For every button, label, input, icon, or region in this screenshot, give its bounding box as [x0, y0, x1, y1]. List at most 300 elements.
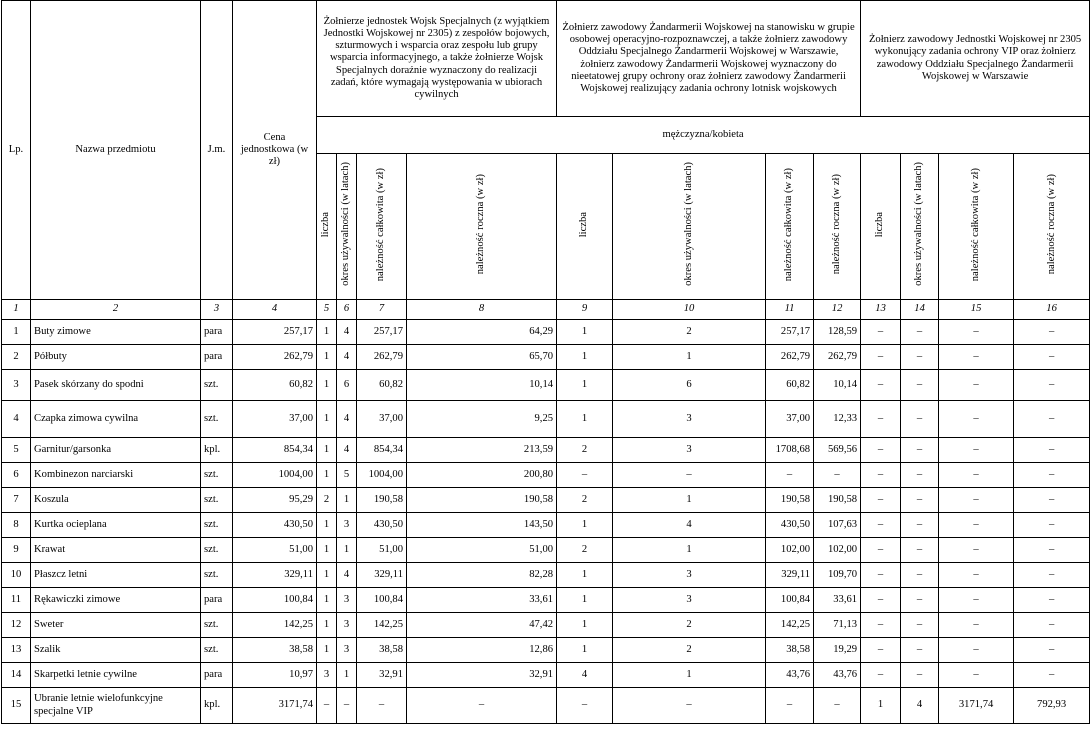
- table-row: [2, 613, 1090, 638]
- column-number: 3: [201, 300, 233, 320]
- column-number: 4: [233, 300, 317, 320]
- table-cell: 1: [317, 320, 337, 345]
- table-cell: 7: [2, 488, 31, 513]
- table-cell: 13: [2, 638, 31, 663]
- header-count-g1: [317, 154, 337, 300]
- table-cell: 1: [317, 563, 337, 588]
- table-cell: –: [1014, 488, 1090, 513]
- table-cell: –: [901, 513, 939, 538]
- table-cell: 43,76: [814, 663, 861, 688]
- column-number: 11: [766, 300, 814, 320]
- table-cell: 1708,68: [766, 438, 814, 463]
- table-cell: 100,84: [233, 588, 317, 613]
- table-cell: Szalik: [31, 638, 201, 663]
- table-cell: 60,82: [357, 370, 407, 401]
- table-cell: –: [901, 463, 939, 488]
- column-number: 13: [861, 300, 901, 320]
- table-cell: –: [939, 563, 1014, 588]
- table-cell: 142,25: [357, 613, 407, 638]
- header-total-amount-g1: [357, 154, 407, 300]
- table-cell: szt.: [201, 463, 233, 488]
- table-cell: 33,61: [407, 588, 557, 613]
- table-cell: –: [901, 438, 939, 463]
- table-cell: 10,97: [233, 663, 317, 688]
- header-annual-amount-g2: [814, 154, 861, 300]
- table-cell: 190,58: [357, 488, 407, 513]
- header-service-life-g1: [337, 154, 357, 300]
- column-numbers-row: [2, 300, 1090, 320]
- table-cell: 1: [861, 688, 901, 724]
- column-number: 10: [613, 300, 766, 320]
- table-cell: 3: [337, 613, 357, 638]
- table-cell: 329,11: [357, 563, 407, 588]
- column-number: 12: [814, 300, 861, 320]
- table-cell: 1: [557, 563, 613, 588]
- header-group-military-police: Żołnierz zawodowy Żandarmerii Wojskowej na stanowisku w grupie osobowej operacyjno-rozpoznawczej, a także żołnierz zawodowy Oddziału Specjalnego Żandarmerii Wojskowej w Warszawie, żołnierz zawodowy Żandarmerii Wojskowej wyznaczony do nieetatowej grupy ochrony oraz żołnierz zawodowy Żandarmerii Wojskowej realizujący zadania ochrony lotnisk wojskowych: [557, 1, 861, 117]
- table-cell: 4: [557, 663, 613, 688]
- table-cell: 1: [557, 588, 613, 613]
- header-sub-label: należność roczna (w zł): [475, 174, 487, 275]
- table-cell: –: [939, 438, 1014, 463]
- table-cell: 51,00: [233, 538, 317, 563]
- table-cell: –: [901, 663, 939, 688]
- header-sub-label: należność roczna (w zł): [1045, 174, 1057, 275]
- table-cell: Rękawiczki zimowe: [31, 588, 201, 613]
- table-cell: 430,50: [357, 513, 407, 538]
- table-cell: 37,00: [357, 401, 407, 438]
- table-cell: 5: [337, 463, 357, 488]
- table-row: [2, 370, 1090, 401]
- table-cell: –: [939, 488, 1014, 513]
- table-cell: –: [861, 538, 901, 563]
- table-cell: Garnitur/garsonka: [31, 438, 201, 463]
- table-cell: 95,29: [233, 488, 317, 513]
- table-cell: 1: [557, 513, 613, 538]
- header-sub-label: okres używalności (w latach): [913, 162, 925, 287]
- column-number: 16: [1014, 300, 1090, 320]
- table-cell: 4: [337, 345, 357, 370]
- table-cell: 3: [317, 663, 337, 688]
- table-cell: 1: [317, 463, 337, 488]
- table-cell: 12,33: [814, 401, 861, 438]
- table-cell: –: [1014, 345, 1090, 370]
- table-cell: 3: [613, 588, 766, 613]
- table-cell: 4: [337, 438, 357, 463]
- table-cell: 5: [2, 438, 31, 463]
- table-cell: –: [901, 563, 939, 588]
- table-cell: 2: [317, 488, 337, 513]
- table-cell: 1: [337, 488, 357, 513]
- table-cell: Pasek skórzany do spodni: [31, 370, 201, 401]
- column-number: 6: [337, 300, 357, 320]
- header-annual-amount-g3: [1014, 154, 1090, 300]
- table-cell: 1: [317, 613, 337, 638]
- table-cell: 15: [2, 688, 31, 724]
- table-cell: 2: [613, 320, 766, 345]
- table-cell: para: [201, 588, 233, 613]
- table-cell: 257,17: [766, 320, 814, 345]
- table-row: [2, 345, 1090, 370]
- table-cell: szt.: [201, 563, 233, 588]
- table-cell: kpl.: [201, 688, 233, 724]
- table-cell: –: [861, 513, 901, 538]
- header-group-special-forces: Żołnierze jednostek Wojsk Specjalnych (z wyjątkiem Jednostki Wojskowej nr 2305) z zespołów bojowych, szturmowych i wsparcia oraz zespołu lub grupy wsparcia informacyjnego, a także żołnierze Wojsk Specjalnych doraźnie wyznaczony do realizacji zadań, które wymagają występowania w ubiorach cywilnych: [317, 1, 557, 117]
- table-cell: 1: [557, 401, 613, 438]
- table-cell: Kombinezon narciarski: [31, 463, 201, 488]
- table-cell: 854,34: [357, 438, 407, 463]
- table-cell: –: [861, 488, 901, 513]
- table-cell: szt.: [201, 613, 233, 638]
- table-cell: 4: [337, 563, 357, 588]
- table-cell: 329,11: [233, 563, 317, 588]
- table-row: [2, 663, 1090, 688]
- table-cell: –: [1014, 563, 1090, 588]
- table-cell: 257,17: [233, 320, 317, 345]
- table-cell: 200,80: [407, 463, 557, 488]
- header-sub-label: należność całkowita (w zł): [969, 167, 981, 282]
- table-cell: –: [861, 588, 901, 613]
- header-sub-label: okres używalności (w latach): [682, 162, 694, 287]
- table-cell: –: [1014, 320, 1090, 345]
- table-cell: Krawat: [31, 538, 201, 563]
- header-item-name: Nazwa przedmiotu: [31, 1, 201, 300]
- header-sub-label: okres używalności (w latach): [340, 162, 352, 287]
- header-group-vip-protection: Żołnierz zawodowy Jednostki Wojskowej nr 2305 wykonujący zadania ochrony VIP oraz żołnierz zawodowy Oddziału Specjalnego Żandarmerii Wojskowej w Warszawie: [861, 1, 1090, 117]
- table-cell: 213,59: [407, 438, 557, 463]
- table-cell: 6: [2, 463, 31, 488]
- table-cell: 1: [317, 401, 337, 438]
- table-cell: 1: [317, 345, 337, 370]
- table-cell: Ubranie letnie wielofunkcyjne specjalne VIP: [31, 688, 201, 724]
- table-cell: –: [939, 638, 1014, 663]
- table-cell: 43,76: [766, 663, 814, 688]
- table-cell: 71,13: [814, 613, 861, 638]
- header-total-amount-g2: [766, 154, 814, 300]
- header-unit: J.m.: [201, 1, 233, 300]
- table-cell: szt.: [201, 538, 233, 563]
- table-cell: 1004,00: [357, 463, 407, 488]
- table-cell: –: [814, 688, 861, 724]
- table-cell: –: [939, 463, 1014, 488]
- table-cell: –: [1014, 370, 1090, 401]
- table-cell: Buty zimowe: [31, 320, 201, 345]
- header-count-g3: [861, 154, 901, 300]
- uniform-allowance-table: [1, 0, 1090, 724]
- table-cell: 142,25: [233, 613, 317, 638]
- table-cell: kpl.: [201, 438, 233, 463]
- table-cell: Kurtka ocieplana: [31, 513, 201, 538]
- table-cell: 3171,74: [233, 688, 317, 724]
- table-cell: 12,86: [407, 638, 557, 663]
- header-lp: Lp.: [2, 1, 31, 300]
- table-cell: –: [1014, 663, 1090, 688]
- table-row: [2, 563, 1090, 588]
- table-cell: 1004,00: [233, 463, 317, 488]
- table-cell: –: [861, 370, 901, 401]
- table-cell: 47,42: [407, 613, 557, 638]
- table-cell: 10,14: [814, 370, 861, 401]
- table-cell: 262,79: [357, 345, 407, 370]
- table-cell: 3: [613, 438, 766, 463]
- table-cell: 65,70: [407, 345, 557, 370]
- table-cell: –: [939, 663, 1014, 688]
- header-sub-label: liczba: [874, 211, 886, 238]
- column-number: 8: [407, 300, 557, 320]
- table-row: [2, 538, 1090, 563]
- table-cell: 1: [613, 538, 766, 563]
- table-cell: –: [1014, 438, 1090, 463]
- table-cell: 1: [2, 320, 31, 345]
- table-cell: 51,00: [357, 538, 407, 563]
- table-cell: 32,91: [407, 663, 557, 688]
- table-cell: –: [901, 370, 939, 401]
- table-cell: para: [201, 320, 233, 345]
- table-cell: 1: [613, 488, 766, 513]
- header-sub-label: liczba: [320, 211, 332, 238]
- table-cell: 3: [337, 513, 357, 538]
- table-cell: –: [407, 688, 557, 724]
- table-cell: szt.: [201, 370, 233, 401]
- table-cell: –: [814, 463, 861, 488]
- table-cell: 1: [317, 638, 337, 663]
- table-cell: para: [201, 663, 233, 688]
- table-cell: 569,56: [814, 438, 861, 463]
- table-cell: 430,50: [766, 513, 814, 538]
- table-cell: 14: [2, 663, 31, 688]
- table-cell: 12: [2, 613, 31, 638]
- table-cell: 1: [317, 588, 337, 613]
- table-cell: –: [861, 663, 901, 688]
- table-cell: 257,17: [357, 320, 407, 345]
- table-cell: para: [201, 345, 233, 370]
- table-cell: 430,50: [233, 513, 317, 538]
- table-cell: 109,70: [814, 563, 861, 588]
- table-cell: –: [766, 688, 814, 724]
- table-cell: –: [861, 638, 901, 663]
- table-row: [2, 488, 1090, 513]
- table-cell: –: [861, 345, 901, 370]
- table-cell: –: [766, 463, 814, 488]
- table-cell: –: [337, 688, 357, 724]
- header-sub-label: należność roczna (w zł): [830, 174, 842, 275]
- table-cell: 1: [317, 438, 337, 463]
- table-cell: –: [1014, 538, 1090, 563]
- table-cell: 2: [613, 613, 766, 638]
- header-unit-price: Cena jednostkowa (w zł): [233, 1, 317, 300]
- table-cell: 9,25: [407, 401, 557, 438]
- table-cell: –: [901, 401, 939, 438]
- table-row: [2, 513, 1090, 538]
- table-cell: –: [861, 463, 901, 488]
- table-cell: 51,00: [407, 538, 557, 563]
- table-cell: 1: [557, 638, 613, 663]
- table-cell: szt.: [201, 513, 233, 538]
- header-sub-label: należność całkowita (w zł): [375, 167, 387, 282]
- table-cell: 60,82: [233, 370, 317, 401]
- table-cell: 100,84: [766, 588, 814, 613]
- table-cell: Koszula: [31, 488, 201, 513]
- table-cell: –: [939, 345, 1014, 370]
- table-cell: 10: [2, 563, 31, 588]
- table-cell: 142,25: [766, 613, 814, 638]
- table-cell: 3: [337, 588, 357, 613]
- table-cell: –: [861, 438, 901, 463]
- column-number: 15: [939, 300, 1014, 320]
- table-cell: –: [317, 688, 337, 724]
- table-cell: 3171,74: [939, 688, 1014, 724]
- table-row: [2, 688, 1090, 724]
- table-cell: 32,91: [357, 663, 407, 688]
- table-cell: –: [901, 538, 939, 563]
- table-cell: Skarpetki letnie cywilne: [31, 663, 201, 688]
- table-cell: –: [557, 463, 613, 488]
- table-cell: 6: [337, 370, 357, 401]
- table-cell: 102,00: [814, 538, 861, 563]
- table-cell: 143,50: [407, 513, 557, 538]
- header-sub-label: liczba: [578, 211, 590, 238]
- table-cell: –: [1014, 463, 1090, 488]
- table-cell: 19,29: [814, 638, 861, 663]
- table-cell: –: [1014, 638, 1090, 663]
- table-cell: –: [861, 563, 901, 588]
- table-cell: 33,61: [814, 588, 861, 613]
- table-cell: 4: [337, 320, 357, 345]
- table-cell: 2: [2, 345, 31, 370]
- table-cell: –: [939, 613, 1014, 638]
- table-cell: 1: [557, 613, 613, 638]
- table-cell: 38,58: [766, 638, 814, 663]
- table-cell: –: [901, 320, 939, 345]
- table-cell: –: [557, 688, 613, 724]
- table-cell: szt.: [201, 488, 233, 513]
- table-cell: 6: [613, 370, 766, 401]
- column-number: 2: [31, 300, 201, 320]
- table-cell: –: [939, 401, 1014, 438]
- table-row: [2, 401, 1090, 438]
- table-cell: 38,58: [357, 638, 407, 663]
- header-total-amount-g3: [939, 154, 1014, 300]
- table-cell: –: [861, 401, 901, 438]
- table-cell: Czapka zimowa cywilna: [31, 401, 201, 438]
- table-cell: –: [1014, 401, 1090, 438]
- table-cell: –: [613, 688, 766, 724]
- table-cell: 1: [317, 370, 337, 401]
- table-cell: 100,84: [357, 588, 407, 613]
- table-cell: 1: [317, 538, 337, 563]
- table-cell: 329,11: [766, 563, 814, 588]
- table-cell: 190,58: [407, 488, 557, 513]
- table-cell: 2: [557, 438, 613, 463]
- table-cell: 102,00: [766, 538, 814, 563]
- table-cell: –: [939, 320, 1014, 345]
- table-cell: –: [901, 488, 939, 513]
- table-cell: 262,79: [814, 345, 861, 370]
- table-cell: 1: [337, 538, 357, 563]
- table-cell: –: [901, 638, 939, 663]
- table-row: [2, 588, 1090, 613]
- table-cell: 4: [337, 401, 357, 438]
- table-cell: 2: [557, 488, 613, 513]
- header-count-g2: [557, 154, 613, 300]
- header-annual-amount-g1: [407, 154, 557, 300]
- table-cell: 1: [613, 345, 766, 370]
- table-cell: 1: [613, 663, 766, 688]
- table-cell: 1: [317, 513, 337, 538]
- table-cell: –: [939, 513, 1014, 538]
- table-cell: 60,82: [766, 370, 814, 401]
- table-cell: –: [861, 613, 901, 638]
- table-cell: –: [901, 345, 939, 370]
- table-cell: –: [1014, 588, 1090, 613]
- column-number: 7: [357, 300, 407, 320]
- table-row: [2, 320, 1090, 345]
- table-row: [2, 638, 1090, 663]
- table-cell: –: [1014, 613, 1090, 638]
- table-cell: 190,58: [766, 488, 814, 513]
- table-cell: –: [861, 320, 901, 345]
- header-service-life-g2: [613, 154, 766, 300]
- table-cell: Płaszcz letni: [31, 563, 201, 588]
- table-cell: 4: [901, 688, 939, 724]
- table-cell: 1: [557, 320, 613, 345]
- table-cell: 10,14: [407, 370, 557, 401]
- table-cell: –: [357, 688, 407, 724]
- table-cell: 2: [557, 538, 613, 563]
- table-cell: szt.: [201, 638, 233, 663]
- column-number: 5: [317, 300, 337, 320]
- table-cell: –: [939, 588, 1014, 613]
- table-cell: 82,28: [407, 563, 557, 588]
- table-cell: 3: [613, 401, 766, 438]
- table-cell: 4: [613, 513, 766, 538]
- table-cell: 1: [337, 663, 357, 688]
- table-cell: 64,29: [407, 320, 557, 345]
- table-cell: –: [901, 588, 939, 613]
- table-cell: 11: [2, 588, 31, 613]
- table-cell: 3: [337, 638, 357, 663]
- table-cell: 262,79: [233, 345, 317, 370]
- table-row: [2, 463, 1090, 488]
- header-sub-label: należność całkowita (w zł): [783, 167, 795, 282]
- table-cell: 4: [2, 401, 31, 438]
- column-number: 14: [901, 300, 939, 320]
- table-cell: 8: [2, 513, 31, 538]
- table-cell: –: [901, 613, 939, 638]
- table-cell: 792,93: [1014, 688, 1090, 724]
- table-cell: 3: [613, 563, 766, 588]
- column-number: 1: [2, 300, 31, 320]
- table-cell: 128,59: [814, 320, 861, 345]
- table-cell: 854,34: [233, 438, 317, 463]
- table-cell: 37,00: [233, 401, 317, 438]
- table-cell: 107,63: [814, 513, 861, 538]
- column-number: 9: [557, 300, 613, 320]
- table-cell: –: [1014, 513, 1090, 538]
- table-cell: 2: [613, 638, 766, 663]
- table-cell: –: [939, 370, 1014, 401]
- table-cell: 190,58: [814, 488, 861, 513]
- table-cell: 37,00: [766, 401, 814, 438]
- table-cell: 262,79: [766, 345, 814, 370]
- table-cell: szt.: [201, 401, 233, 438]
- table-cell: –: [939, 538, 1014, 563]
- header-gender: mężczyzna/kobieta: [317, 117, 1090, 154]
- table-cell: Półbuty: [31, 345, 201, 370]
- header-service-life-g3: [901, 154, 939, 300]
- table-cell: –: [613, 463, 766, 488]
- table-cell: 1: [557, 345, 613, 370]
- table-cell: Sweter: [31, 613, 201, 638]
